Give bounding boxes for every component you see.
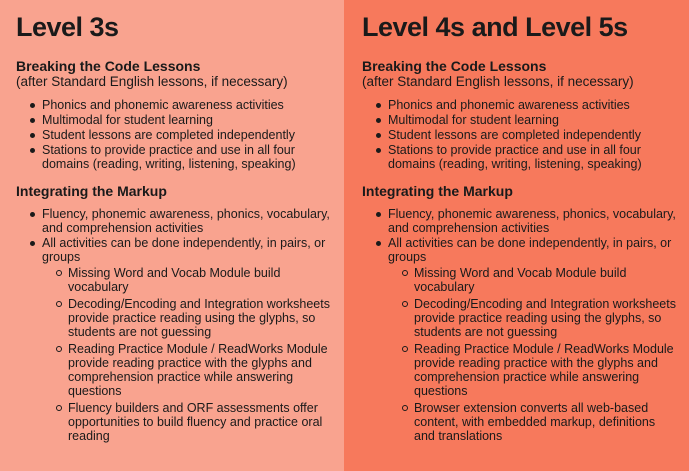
list-item: Phonics and phonemic awareness activities	[376, 98, 679, 112]
list-item: Multimodal for student learning	[376, 113, 679, 127]
section-heading: Breaking the Code Lessons	[362, 58, 547, 74]
breaking-code-list	[362, 98, 679, 171]
level-3s-panel	[0, 0, 344, 471]
integrating-markup-list	[16, 207, 332, 443]
section-subtitle: (after Standard English lessons, if necessary)	[16, 74, 288, 89]
list-item: Phonics and phonemic awareness activities	[30, 98, 332, 112]
list-item: Fluency, phonemic awareness, phonics, vocabulary, and comprehension activities	[376, 207, 679, 235]
breaking-code-list	[16, 98, 332, 171]
panel-title: Level 4s and Level 5s	[362, 12, 628, 42]
sub-list-item: Reading Practice Module / ReadWorks Module provide reading practice with the glyphs and comprehension practice while answering questions	[56, 342, 332, 398]
section-heading: Integrating the Markup	[16, 183, 167, 199]
sub-list	[388, 266, 679, 443]
sub-list-item: Missing Word and Vocab Module build vocabulary	[56, 266, 332, 294]
list-item: Student lessons are completed independently	[30, 128, 332, 142]
section-heading: Breaking the Code Lessons	[16, 58, 201, 74]
list-item	[376, 236, 679, 443]
list-item	[30, 236, 332, 443]
sub-list-item: Browser extension converts all web-based content, with embedded markup, definitions and translations	[402, 401, 679, 443]
section-subtitle: (after Standard English lessons, if necessary)	[362, 74, 634, 89]
sub-list-item: Decoding/Encoding and Integration worksheets provide practice reading using the glyphs, so students are not guessing	[402, 297, 679, 339]
sub-list-item: Reading Practice Module / ReadWorks Module provide reading practice with the glyphs and comprehension practice while answering questions	[402, 342, 679, 398]
list-item: Stations to provide practice and use in all four domains (reading, writing, listening, speaking)	[30, 143, 332, 171]
list-item: Fluency, phonemic awareness, phonics, vocabulary, and comprehension activities	[30, 207, 332, 235]
integrating-markup-list	[362, 207, 679, 443]
list-item: Student lessons are completed independently	[376, 128, 679, 142]
section-heading: Integrating the Markup	[362, 183, 513, 199]
list-item-text: All activities can be done independently, in pairs, or groups	[388, 236, 672, 264]
list-item: Multimodal for student learning	[30, 113, 332, 127]
sub-list-item: Missing Word and Vocab Module build vocabulary	[402, 266, 679, 294]
list-item: Stations to provide practice and use in all four domains (reading, writing, listening, speaking)	[376, 143, 679, 171]
sub-list-item: Decoding/Encoding and Integration worksheets provide practice reading using the glyphs, so students are not guessing	[56, 297, 332, 339]
level-4s-5s-panel	[344, 0, 689, 471]
list-item-text: All activities can be done independently, in pairs, or groups	[42, 236, 326, 264]
sub-list-item: Fluency builders and ORF assessments offer opportunities to build fluency and practice oral reading	[56, 401, 332, 443]
panel-title: Level 3s	[16, 12, 119, 42]
sub-list	[42, 266, 332, 443]
